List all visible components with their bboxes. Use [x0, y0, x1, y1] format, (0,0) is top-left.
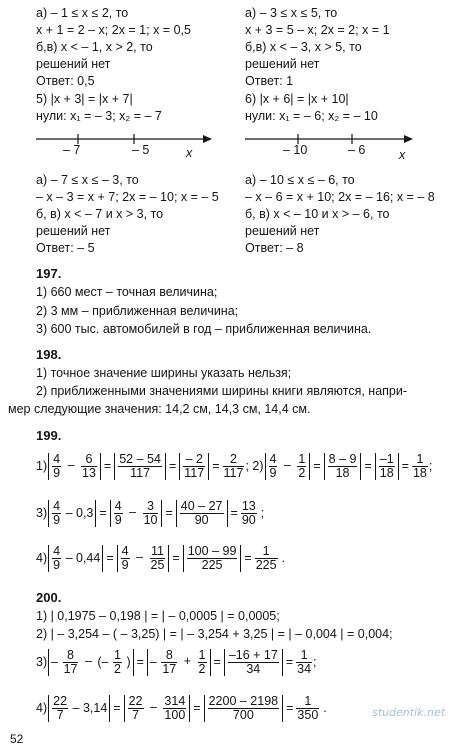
fraction: $\frac{4}{9}$: [53, 451, 61, 480]
right-bottom-line-2: – x – 6 = x + 10; 2x = – 16; x = – 8: [245, 190, 435, 204]
page-number: 52: [10, 732, 24, 746]
right-axis-var: x: [399, 148, 406, 162]
section-200-title: 200.: [36, 590, 62, 605]
s199-l1-prefix: 1): [36, 459, 48, 473]
fraction: $\frac{52 - 54}{117}$: [119, 451, 161, 480]
right-line-2: x + 3 = 5 – x; 2x = 2; x = 1: [245, 23, 390, 37]
s197-item-3: 3) 600 тыс. автомобилей в год – приближенная величина.: [36, 322, 372, 336]
right-bottom-line-4: решений нет: [245, 224, 320, 238]
left-axis-tick-2: – 5: [132, 143, 150, 157]
fraction: $\frac{-16 + 17}{34}$: [228, 647, 278, 676]
abs-value: $\frac{4}{9}$ – $\frac{11}{25}$: [117, 545, 170, 572]
fraction: $\frac{8}{17}$: [63, 647, 78, 676]
s200-line-4: 4) $\frac{22}{7}$ – 3,14 = $\frac{22}{7}$ – $\frac{314}{100}$ = $\frac{2200 - 2198}{700}$ = $\frac{1}{350}$ .: [36, 693, 327, 722]
fraction: $\frac{1}{225}$: [255, 543, 277, 572]
abs-value: [179, 453, 209, 480]
s198-item-2: 2) приближенными значениями ширины книги являются, напри-: [36, 384, 408, 398]
s199-line-3: 4) $\frac{4}{9}$ – 0,44 = $\frac{4}{9}$ – $\frac{11}{25}$ = $\frac{100 - 99}{225}$ = $\frac{1}{225}$ .: [36, 543, 286, 572]
s197-item-2: 2) 3 мм – приближенная величина;: [36, 304, 239, 318]
left-line-4: решений нет: [36, 57, 111, 71]
left-line-3: б,в) x < – 1, x > 2, то: [36, 40, 153, 54]
right-axis-tick-2: – 6: [348, 143, 366, 157]
left-bottom-line-2: – x – 3 = x + 7; 2x = – 10; x = – 5: [36, 190, 219, 204]
right-line-7: нули: x₁ = – 6; x₂ = – 10: [245, 109, 378, 123]
abs-value: $\frac{22}{7}$ – 3,14: [48, 695, 110, 722]
fraction: $\frac{22}{7}$: [128, 693, 143, 722]
fraction: $\frac{4}{9}$: [53, 498, 61, 527]
fraction: $\frac{6}{13}$: [82, 451, 96, 480]
fraction: $\frac{314}{100}$: [164, 693, 186, 722]
section-197-title: 197.: [36, 266, 62, 281]
fraction: $\frac{1}{18}$: [412, 451, 427, 480]
s199-l1-sep: ; 2): [245, 459, 264, 473]
abs-value: – $\frac{8}{17}$ – (– $\frac{1}{2}$ ): [48, 649, 133, 676]
fraction: $\frac{8}{17}$: [162, 647, 177, 676]
fraction: $\frac{11}{25}$: [150, 543, 165, 572]
fraction: $\frac{1}{2}$: [298, 451, 306, 480]
abs-value: $\frac{22}{7}$ – $\frac{314}{100}$: [124, 695, 191, 722]
fraction: $\frac{100 - 99}{225}$: [187, 543, 237, 572]
left-axis-tick-1: – 7: [63, 143, 81, 157]
fraction: $\frac{-1}{18}$: [379, 451, 394, 480]
abs-value: $\frac{4}{9}$ – $\frac{1}{2}$: [265, 453, 311, 480]
abs-value: – $\frac{8}{17}$ + $\frac{1}{2}$: [147, 649, 211, 676]
s199-line-2: 3) $\frac{4}{9}$ – 0,3 = $\frac{4}{9}$ – $\frac{3}{10}$ = $\frac{40 - 27}{90}$ = $\frac{13}{90}$ ;: [36, 498, 265, 527]
left-line-5: Ответ: 0,5: [36, 74, 95, 88]
fraction: $\frac{4}{9}$: [53, 543, 61, 572]
fraction: $\frac{1}{34}$: [297, 647, 312, 676]
right-line-1: а) – 3 ≤ x ≤ 5, то: [245, 6, 338, 20]
abs-value: [176, 500, 228, 527]
s197-item-1: 1) 660 мест – точная величина;: [36, 285, 218, 299]
fraction: $\frac{3}{10}$: [143, 498, 158, 527]
abs-value: [324, 453, 362, 480]
right-line-5: Ответ: 1: [245, 74, 294, 88]
abs-value: $\frac{4}{9}$ – 0,44: [48, 545, 103, 572]
right-bottom-line-3: б, в) x < – 10 и x > – 6, то: [245, 207, 390, 221]
abs-value: [224, 649, 283, 676]
left-line-7: нули: x₁ = – 3; x₂ = – 7: [36, 109, 162, 123]
right-number-line: [245, 134, 413, 144]
fraction: $\frac{2200 - 2198}{700}$: [208, 693, 279, 722]
left-line-6: 5) |x + 3| = |x + 7|: [36, 92, 133, 106]
fraction: $\frac{1}{2}$: [198, 647, 206, 676]
right-bottom-line-1: а) – 10 ≤ x ≤ – 6, то: [245, 173, 355, 187]
fraction: $\frac{4}{9}$: [114, 498, 122, 527]
fraction: $\frac{2}{117}$: [223, 451, 244, 480]
s200-line-1: 1) | 0,1975 – 0,198 | = | – 0,0005 | = 0,0005;: [36, 609, 280, 623]
fraction: $\frac{22}{7}$: [53, 693, 68, 722]
s198-item-1: 1) точное значение ширины указать нельзя;: [36, 366, 292, 380]
left-bottom-line-1: а) – 7 ≤ x ≤ – 3, то: [36, 173, 139, 187]
left-line-1: а) – 1 ≤ x ≤ 2, то: [36, 6, 129, 20]
left-bottom-line-5: Ответ: – 5: [36, 241, 95, 255]
abs-value: [114, 453, 166, 480]
left-axis-var: x: [186, 146, 193, 160]
left-line-2: x + 1 = 2 – x; 2x = 1; x = 0,5: [36, 23, 191, 37]
right-axis-tick-1: – 10: [283, 143, 308, 157]
fraction: $\frac{4}{9}$: [121, 543, 129, 572]
abs-value: [183, 545, 242, 572]
fraction: $\frac{- 2}{117}$: [184, 451, 205, 480]
left-bottom-line-4: решений нет: [36, 224, 111, 238]
right-line-4: решений нет: [245, 57, 320, 71]
abs-value: $\frac{4}{9}$ – $\frac{6}{13}$: [48, 453, 101, 480]
right-line-6: 6) |x + 6| = |x + 10|: [245, 92, 349, 106]
s198-item-3: мер следующие значения: 14,2 см, 14,3 см, 14,4 см.: [8, 402, 311, 416]
fraction: $\frac{1}{2}$: [114, 647, 121, 676]
fraction: $\frac{40 - 27}{90}$: [180, 498, 223, 527]
section-199-title: 199.: [36, 428, 62, 443]
fraction: $\frac{8 - 9}{18}$: [328, 451, 357, 480]
watermark: studentik.net: [372, 706, 446, 719]
section-198-title: 198.: [36, 347, 62, 362]
fraction: $\frac{1}{350}$: [297, 693, 319, 722]
fraction: $\frac{4}{9}$: [269, 451, 277, 480]
fraction: $\frac{13}{90}$: [241, 498, 256, 527]
s200-line-3: 3) – $\frac{8}{17}$ – (– $\frac{1}{2}$ ) = – $\frac{8}{17}$ + $\frac{1}{2}$ = $\frac{-16 + 17}{34}$ = $\frac{1}{34}$ ;: [36, 647, 317, 676]
abs-value: $\frac{4}{9}$ – 0,3: [48, 500, 96, 527]
right-line-3: б,в) x < – 3, x > 5, то: [245, 40, 362, 54]
abs-value: $\frac{4}{9}$ – $\frac{3}{10}$: [110, 500, 163, 527]
abs-value: [204, 695, 284, 722]
right-bottom-line-5: Ответ: – 8: [245, 241, 304, 255]
s199-line-1: 1) $\frac{4}{9}$ – $\frac{6}{13}$ = $\frac{52 - 54}{117}$ = $\frac{- 2}{117}$ = $\frac{2}{117}$ ; 2) $\frac{4}{9}$ – $\frac{1}{2}$ = $\frac{8 - 9}{18}$ = $\frac{-1}{18}$ = $\frac{1}{18}$ ;: [36, 451, 433, 480]
s200-line-2: 2) | – 3,254 – ( – 3,25) | = | – 3,254 + 3,25 | = | – 0,004 | = 0,004;: [36, 627, 393, 641]
abs-value: [375, 453, 399, 480]
left-bottom-line-3: б, в) x < – 7 и x > 3, то: [36, 207, 164, 221]
